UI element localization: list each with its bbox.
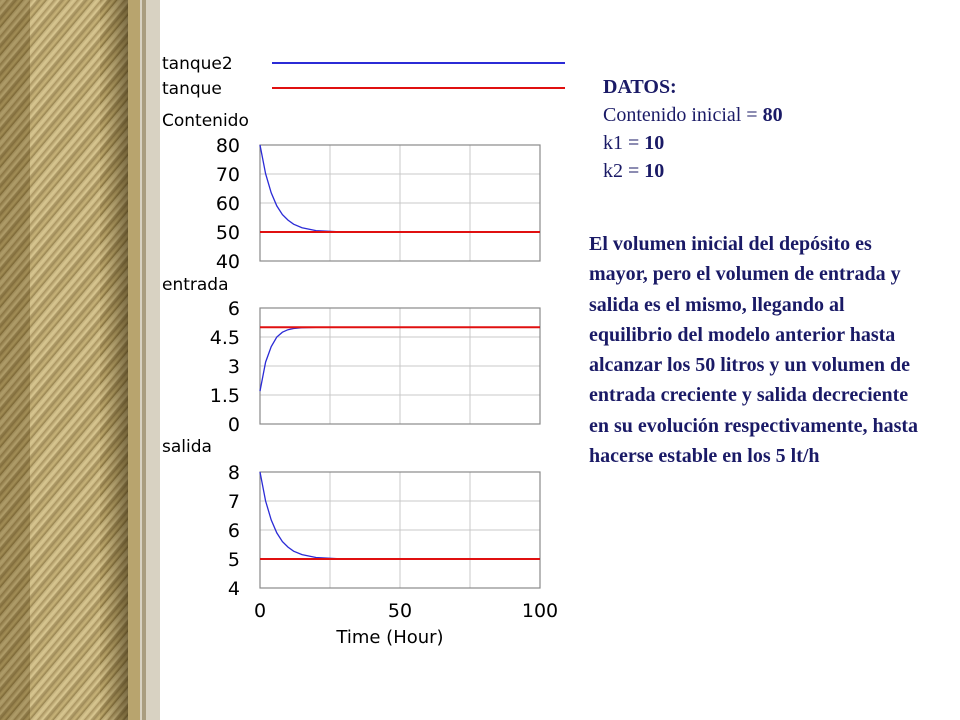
datos-line-k1 xyxy=(603,129,783,157)
x-tick-label: 50 xyxy=(387,600,413,622)
datos-line-contenido xyxy=(603,101,783,129)
y-tick-label: 0 xyxy=(227,414,240,436)
chart-panels xyxy=(162,111,558,648)
x-tick-label: 0 xyxy=(253,600,267,622)
y-tick-label: 60 xyxy=(215,193,240,215)
chart-panel-Contenido xyxy=(162,111,540,273)
y-tick-label: 1.5 xyxy=(209,385,240,407)
legend-label-tanque: tanque xyxy=(162,79,222,99)
datos-label: Contenido inicial = xyxy=(603,104,763,126)
y-tick-label: 50 xyxy=(215,222,240,244)
y-tick-label: 5 xyxy=(227,549,240,571)
time-series-charts xyxy=(160,40,580,650)
y-tick-label: 4.5 xyxy=(209,327,240,349)
y-tick-label: 4 xyxy=(227,578,240,600)
legend-label-tanque2: tanque2 xyxy=(162,54,233,74)
y-tick-label: 80 xyxy=(215,135,240,157)
y-tick-label: 3 xyxy=(227,356,240,378)
chart-panel-entrada xyxy=(162,275,540,436)
datos-label: k2 = xyxy=(603,160,645,182)
datos-title: DATOS: xyxy=(603,76,677,98)
y-tick-label: 8 xyxy=(227,462,240,484)
datos-label: k1 = xyxy=(603,132,645,154)
y-tick-label: 70 xyxy=(215,164,240,186)
y-tick-label: 6 xyxy=(227,520,240,542)
chart-panel-salida xyxy=(162,437,558,648)
datos-value: 10 xyxy=(644,132,665,154)
y-tick-label: 40 xyxy=(215,251,240,273)
gold-border-graphic xyxy=(0,0,160,720)
data-parameters-box xyxy=(603,73,783,185)
y-tick-label: 7 xyxy=(227,491,240,513)
x-tick-label: 100 xyxy=(521,600,559,622)
x-axis-label: Time (Hour) xyxy=(336,627,444,648)
y-axis-label: Contenido xyxy=(162,111,249,131)
datos-value: 80 xyxy=(762,104,783,126)
legend xyxy=(162,54,565,99)
y-axis-label: salida xyxy=(162,437,212,457)
datos-line-k2 xyxy=(603,157,783,185)
datos-value: 10 xyxy=(644,160,665,182)
decorative-gold-border xyxy=(0,0,160,720)
y-tick-label: 6 xyxy=(227,298,240,320)
y-axis-label: entrada xyxy=(162,275,229,295)
description-paragraph: El volumen inicial del depósito es mayor, pero el volumen de entrada y salida es el mismo, llegando al equilibrio del modelo anterior hasta alcanzar los 50 litros y un volumen de entrada creciente y salida decreciente en su evolución respectivamente, hasta hacerse estable en los 5 lt/h xyxy=(589,233,919,468)
